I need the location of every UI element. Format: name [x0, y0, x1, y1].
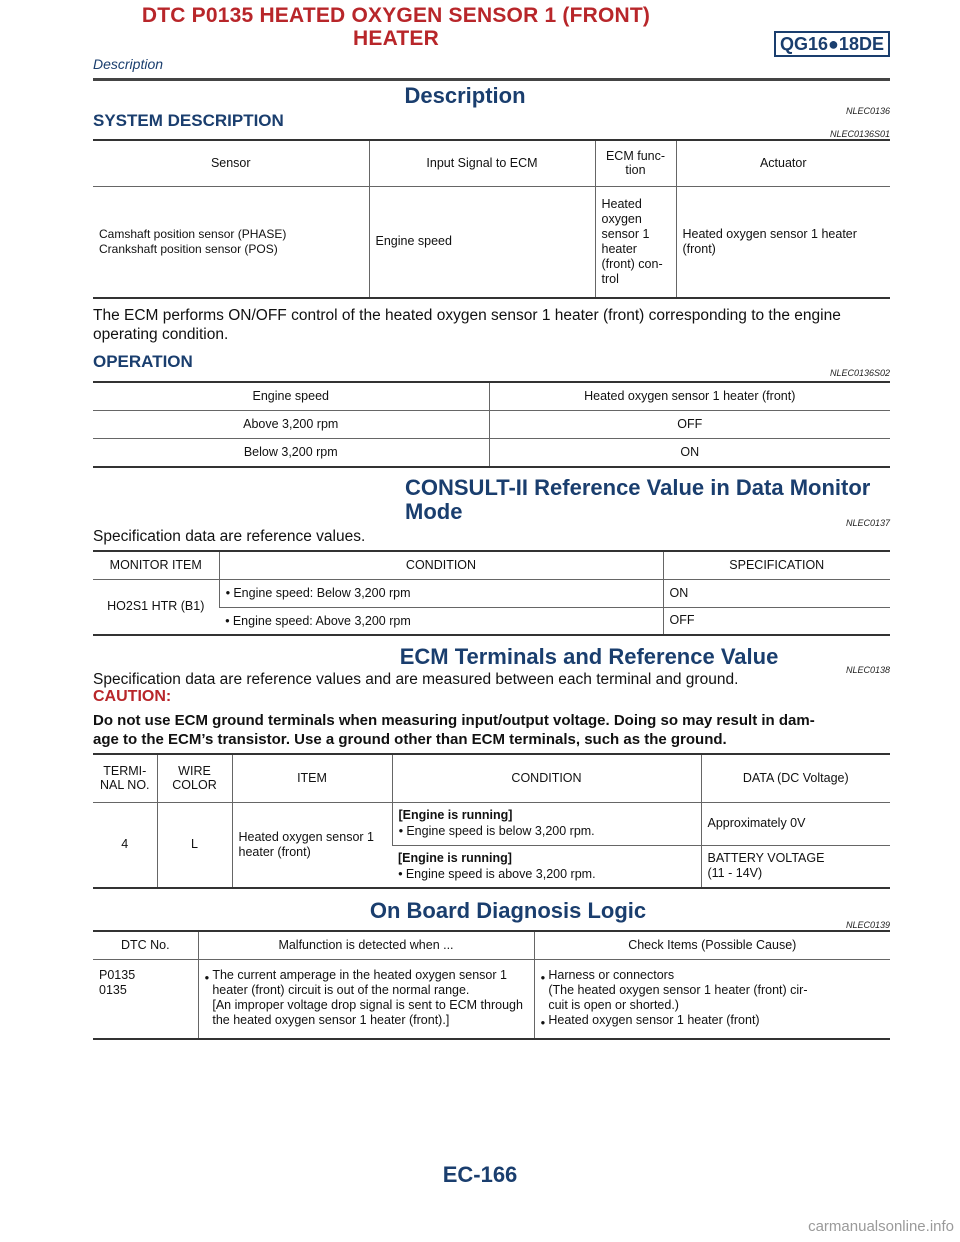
- operation-table: [93, 381, 890, 468]
- page-number: EC-166: [442, 1162, 518, 1187]
- monitor-item-cell: HO2S1 HTR (B1): [93, 579, 219, 635]
- wire-color-cell: L: [157, 802, 232, 888]
- actuator-cell: Heated oxygen sensor 1 heater (front): [676, 186, 890, 298]
- specification-cell: OFF: [663, 607, 890, 635]
- col-header: DTC No.: [93, 931, 198, 959]
- condition-cell: [392, 845, 701, 888]
- table-row: [93, 802, 890, 845]
- bullet-text: ● Engine speed: Above 3,200 rpm: [225, 614, 411, 628]
- col-header: Heated oxygen sensor 1 heater (front): [489, 382, 890, 410]
- ref-code-consult: NLEC0137: [845, 518, 890, 528]
- ref-code-operation: NLEC0136S02: [829, 368, 890, 378]
- malfunction-cell: [198, 959, 534, 1039]
- check-item-text: Harness or connectors (The heated oxygen sensor 1 heater (front) cir- cuit is open or shorted.): [548, 967, 808, 1012]
- col-header: DATA (DC Voltage): [701, 754, 890, 802]
- data-cell: Approximately 0V: [701, 802, 890, 845]
- sensor-cell: Camshaft position sensor (PHASE) Crankshaft position sensor (POS): [93, 186, 369, 298]
- table-row: [93, 579, 890, 607]
- data-cell: BATTERY VOLTAGE (11 - 14V): [701, 845, 890, 888]
- page-header-title: [0, 4, 792, 50]
- dtc-cell: P0135 0135: [93, 959, 198, 1039]
- consult-table: [93, 550, 890, 636]
- heading-system-description: SYSTEM DESCRIPTION: [93, 111, 284, 130]
- section-title-obd: On Board Diagnosis Logic: [369, 898, 647, 923]
- bullet-icon: ●: [540, 1017, 546, 1027]
- col-header: Engine speed: [93, 382, 489, 410]
- ecm-terminal-table: [93, 753, 890, 889]
- condition-cell: [392, 802, 701, 845]
- heater-state-cell: ON: [489, 438, 890, 467]
- caution-text: Do not use ECM ground terminals when measuring input/output voltage. Doing so may result in dam- age to the ECM’s transistor. Use a ground other than ECM terminals, such as the ground.: [93, 712, 815, 748]
- header-title-line1: DTC P0135 HEATED OXYGEN SENSOR 1 (FRONT): [141, 4, 651, 27]
- col-header: WIRE COLOR: [157, 754, 232, 802]
- ref-code-system: NLEC0136S01: [829, 129, 890, 139]
- ref-code-ecm: NLEC0138: [845, 665, 890, 675]
- ref-code-description: NLEC0136: [845, 106, 890, 116]
- bullet-text: ● Engine speed is below 3,200 rpm.: [399, 823, 695, 839]
- header-rule: [93, 78, 890, 81]
- table-header-row: [93, 931, 890, 959]
- heading-operation: OPERATION: [93, 352, 193, 371]
- condition-cell: [219, 579, 663, 607]
- bullet-text: ● Engine speed: Below 3,200 rpm: [226, 586, 411, 600]
- bullet-icon: ●: [204, 972, 210, 982]
- caution-label: CAUTION:: [93, 688, 172, 705]
- consult-title-line2: Mode: [405, 499, 463, 524]
- header-title-line2: HEATER: [353, 27, 439, 50]
- table-header-row: [93, 754, 890, 802]
- check-item-text: Heated oxygen sensor 1 heater (front): [548, 1012, 760, 1027]
- system-description-table: [93, 139, 890, 299]
- section-title-description: Description: [404, 83, 526, 108]
- col-header: Sensor: [93, 140, 369, 186]
- header-subtitle: Description: [93, 56, 164, 72]
- table-row: [93, 186, 890, 298]
- bullet-item: [205, 968, 528, 1028]
- col-header: ECM func- tion: [595, 140, 676, 186]
- description-paragraph: The ECM performs ON/OFF control of the heated oxygen sensor 1 heater (front) corresponding to the engine operating condition.: [93, 307, 841, 343]
- bullet-text: ● Engine speed is above 3,200 rpm.: [398, 866, 695, 882]
- bullet-item: [541, 968, 885, 1013]
- table-row: [93, 959, 890, 1039]
- heater-state-cell: OFF: [489, 410, 890, 438]
- ref-code-obd: NLEC0139: [845, 920, 890, 930]
- table-header-row: [93, 140, 890, 186]
- bullet-item: [541, 1013, 885, 1030]
- terminal-no-cell: 4: [93, 802, 157, 888]
- engine-code-badge: QG16●18DE: [774, 31, 890, 57]
- ecm-note: Specification data are reference values and are measured between each terminal and ground.: [93, 671, 739, 688]
- malfunction-text: The current amperage in the heated oxygen sensor 1 heater (front) circuit is out of the normal range. [An improper voltage drop signal is sent to ECM through the heated oxygen sensor 1 heater (front).]: [212, 967, 523, 1027]
- table-header-row: [93, 551, 890, 579]
- col-header: CONDITION: [392, 754, 701, 802]
- obd-logic-table: [93, 930, 890, 1040]
- function-cell: Heated oxygen sensor 1 heater (front) con- trol: [595, 186, 676, 298]
- watermark: carmanualsonline.info: [808, 1218, 954, 1235]
- check-items-cell: [534, 959, 890, 1039]
- section-title-consult: [405, 476, 870, 524]
- engine-speed-cell: Above 3,200 rpm: [93, 410, 489, 438]
- condition-heading: [Engine is running]: [398, 808, 513, 822]
- table-row: [93, 410, 890, 438]
- engine-speed-cell: Below 3,200 rpm: [93, 438, 489, 467]
- item-cell: Heated oxygen sensor 1 heater (front): [232, 802, 392, 888]
- bullet-icon: ●: [540, 972, 546, 982]
- condition-heading: [Engine is running]: [398, 850, 512, 865]
- col-header: CONDITION: [219, 551, 663, 579]
- section-title-ecm: ECM Terminals and Reference Value: [399, 644, 779, 669]
- input-cell: Engine speed: [369, 186, 595, 298]
- table-header-row: [93, 382, 890, 410]
- specification-cell: ON: [663, 579, 890, 607]
- col-header: SPECIFICATION: [663, 551, 890, 579]
- table-row: [93, 438, 890, 467]
- col-header: Actuator: [676, 140, 890, 186]
- col-header: Input Signal to ECM: [369, 140, 595, 186]
- col-header: MONITOR ITEM: [93, 551, 219, 579]
- col-header: Malfunction is detected when ...: [198, 931, 534, 959]
- col-header: ITEM: [232, 754, 392, 802]
- col-header: Check Items (Possible Cause): [534, 931, 890, 959]
- condition-cell: [219, 607, 663, 635]
- col-header: TERMI- NAL NO.: [93, 754, 157, 802]
- consult-title-line1: CONSULT-II Reference Value in Data Monitor: [405, 475, 871, 500]
- consult-note: Specification data are reference values.: [93, 528, 366, 545]
